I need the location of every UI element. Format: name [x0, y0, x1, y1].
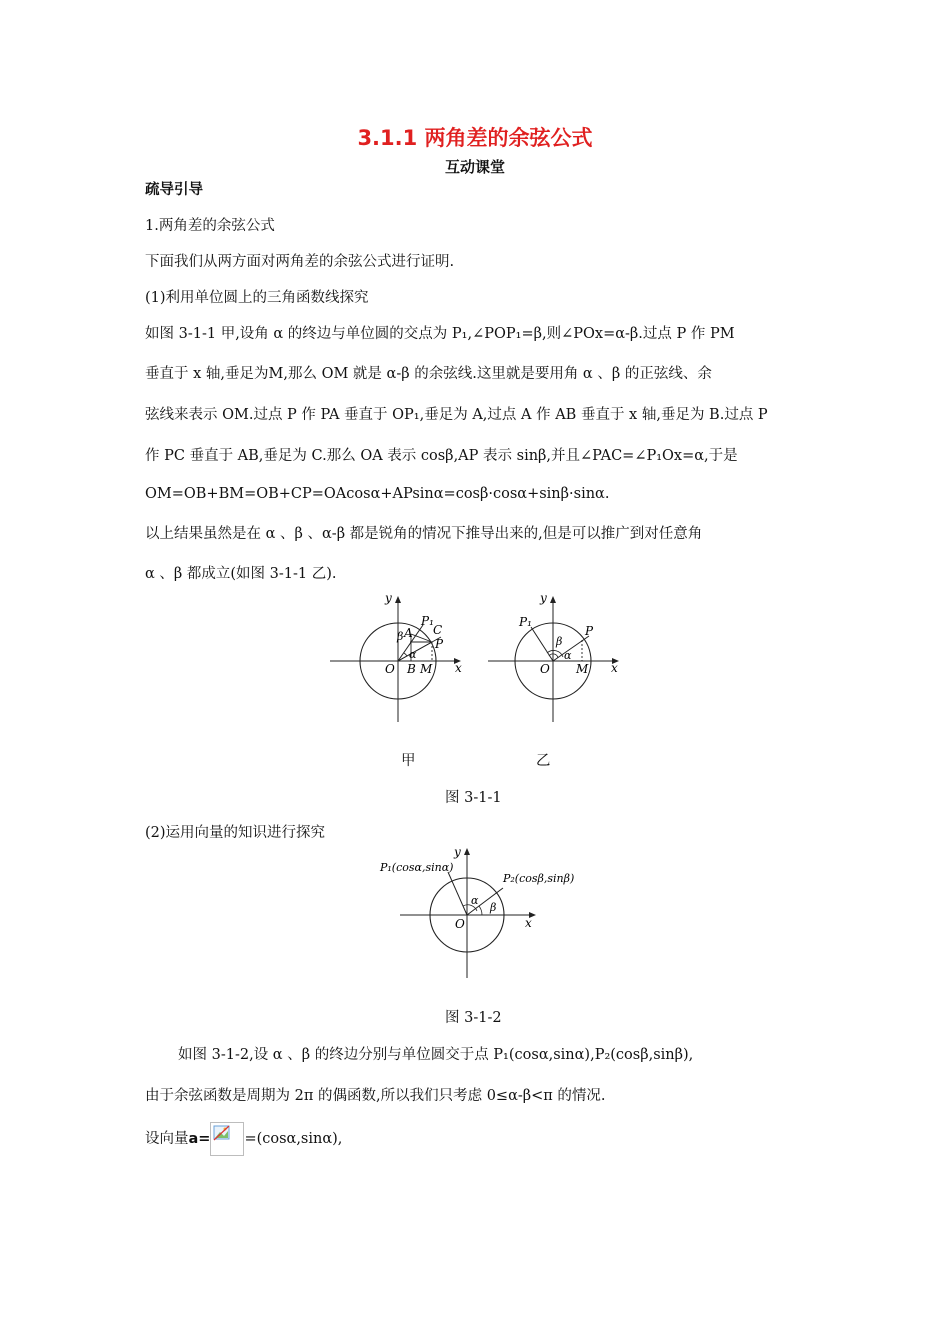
paragraph: 1.两角差的余弦公式: [145, 218, 275, 234]
paragraph: 垂直于 x 轴,垂足为M,那么 OM 就是 α-β 的余弦线.这里就是要用角 α 、β 的正弦线、余: [145, 366, 712, 382]
paragraph: 弦线来表示 OM.过点 P 作 PA 垂直于 OP₁,垂足为 A,过点 A 作 AB 垂直于 x 轴,垂足为 B.过点 P: [145, 407, 768, 423]
figure-sublabel-right: 乙: [536, 753, 551, 769]
vector-variable: a=: [188, 1131, 211, 1147]
point-label-a: A: [404, 626, 413, 640]
paragraph: OM=OB+BM=OB+CP=OAcosα+APsinα=cosβ·cosα+sinβ·sinα.: [145, 486, 610, 502]
figure-unit-circle-left: [325, 590, 475, 730]
axis-label-x: x: [525, 916, 532, 930]
angle-label-beta: β: [556, 635, 563, 648]
point-label-p1: P₁: [421, 614, 434, 628]
angle-label-beta: β: [490, 901, 497, 914]
document-title: 3.1.1 两角差的余弦公式: [357, 126, 593, 150]
paragraph: (1)利用单位圆上的三角函数线探究: [145, 290, 369, 306]
paragraph: 如图 3-1-2,设 α 、β 的终边分别与单位圆交于点 P₁(cosα,sinα),P₂(cosβ,sinβ),: [178, 1047, 694, 1063]
point-label-p1: P₁(cosα,sinα): [380, 861, 454, 874]
figure-caption: 图 3-1-2: [445, 1010, 502, 1026]
point-label-o: O: [540, 662, 550, 676]
vector-definition-line: [145, 1122, 342, 1156]
axis-label-y: y: [540, 591, 547, 605]
paragraph: 如图 3-1-1 甲,设角 α 的终边与单位圆的交点为 P₁,∠POP₁=β,则∠POx=α-β.过点 P 作 PM: [145, 326, 735, 342]
figure-unit-circle-right: [483, 590, 633, 730]
axis-label-x: x: [455, 661, 462, 675]
point-label-p: P: [435, 637, 444, 651]
axis-label-y: y: [454, 845, 461, 859]
point-label-c: C: [433, 623, 443, 637]
document-subtitle: 互动课堂: [444, 158, 505, 176]
paragraph: 由于余弦函数是周期为 2π 的偶函数,所以我们只考虑 0≤α-β<π 的情况.: [145, 1088, 606, 1104]
point-label-b: B: [407, 662, 416, 676]
paragraph: 下面我们从两方面对两角差的余弦公式进行证明.: [145, 254, 455, 270]
point-label-p2: P₂(cosβ,sinβ): [503, 872, 575, 885]
angle-label-alpha: α: [471, 894, 479, 907]
axis-label-y: y: [385, 591, 392, 605]
broken-image-icon: [210, 1122, 244, 1156]
point-label-m: M: [420, 662, 433, 676]
point-label-p: P: [585, 624, 594, 638]
angle-label-alpha: α: [564, 649, 572, 662]
point-label-m: M: [576, 662, 589, 676]
figure-vector-unit-circle: [370, 842, 590, 982]
point-label-o: O: [455, 917, 465, 931]
paragraph: 以上结果虽然是在 α 、β 、α-β 都是锐角的情况下推导出来的,但是可以推广到对任意角: [145, 526, 703, 542]
paragraph: α 、β 都成立(如图 3-1-1 乙).: [145, 566, 337, 582]
section-heading: 疏导引导: [145, 182, 203, 198]
point-label-p1: P₁: [519, 615, 532, 629]
vector-prefix: 设向量: [145, 1131, 189, 1147]
angle-label-beta: β: [397, 630, 404, 643]
section-subheading: (2)运用向量的知识进行探究: [145, 825, 326, 841]
axis-label-x: x: [611, 661, 618, 675]
vector-value: =(cosα,sinα),: [244, 1131, 343, 1147]
paragraph: 作 PC 垂直于 AB,垂足为 C.那么 OA 表示 cosβ,AP 表示 sinβ,并且∠PAC=∠P₁Ox=α,于是: [145, 448, 738, 464]
figure-caption: 图 3-1-1: [445, 790, 502, 806]
point-label-o: O: [385, 662, 395, 676]
angle-label-alpha: α: [409, 648, 417, 661]
figure-sublabel-left: 甲: [401, 753, 416, 769]
